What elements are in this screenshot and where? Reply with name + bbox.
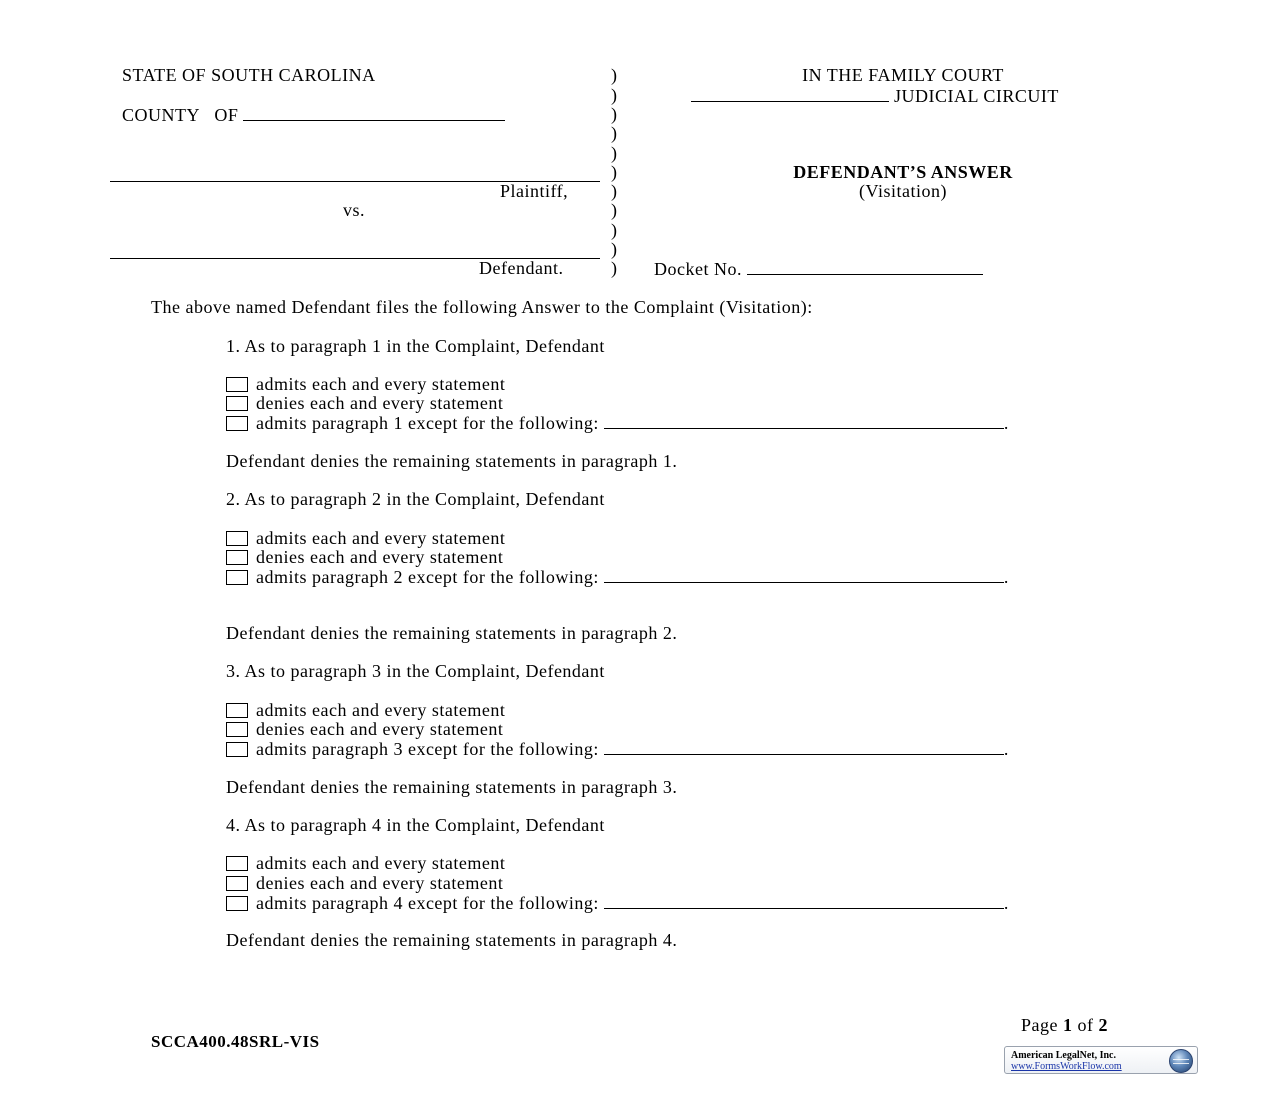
option-row xyxy=(226,374,505,394)
form-code: SCCA400.48SRL-VIS xyxy=(151,1032,320,1051)
judicial-circuit-label: JUDICIAL CIRCUIT xyxy=(894,86,1059,106)
page-number xyxy=(1021,1015,1108,1035)
county-field[interactable] xyxy=(243,104,505,121)
checkbox-deny-all[interactable] xyxy=(226,396,248,411)
checkbox-deny-all[interactable] xyxy=(226,550,248,565)
paragraph-heading: 3. As to paragraph 3 in the Complaint, Defendant xyxy=(226,661,605,681)
caption-paren: ) xyxy=(611,104,617,124)
exception-field[interactable] xyxy=(604,412,1004,429)
caption-paren: ) xyxy=(611,123,617,143)
county-label: COUNTY OF xyxy=(122,105,239,125)
state-name: STATE OF SOUTH CAROLINA xyxy=(122,65,376,85)
caption-paren: ) xyxy=(611,239,617,259)
option-label: admits paragraph 2 except for the following: xyxy=(256,567,599,587)
option-label: denies each and every statement xyxy=(256,719,504,739)
page-of: of xyxy=(1077,1015,1094,1035)
option-label: admits paragraph 4 except for the following: xyxy=(256,893,599,913)
docket-number-field[interactable] xyxy=(747,258,983,275)
caption-paren: ) xyxy=(611,65,617,85)
circuit-field[interactable] xyxy=(691,85,889,102)
document-title: DEFENDANT’S ANSWER xyxy=(793,162,1013,182)
court-name: IN THE FAMILY COURT xyxy=(802,65,1004,85)
logo-company-name: American LegalNet, Inc. xyxy=(1011,1050,1116,1061)
versus-label: vs. xyxy=(343,200,366,220)
checkbox-admit-except[interactable] xyxy=(226,896,248,911)
caption-paren: ) xyxy=(611,220,617,240)
option-row: admits paragraph 3 except for the following: . xyxy=(226,738,1009,759)
checkbox-admit-all[interactable] xyxy=(226,703,248,718)
option-row: admits paragraph 2 except for the following: . xyxy=(226,566,1009,587)
judicial-circuit-line xyxy=(691,85,1059,106)
option-label: denies each and every statement xyxy=(256,547,504,567)
option-row xyxy=(226,700,505,720)
caption-paren: ) xyxy=(611,85,617,105)
caption-paren: ) xyxy=(611,162,617,182)
option-label: admits each and every statement xyxy=(256,528,506,548)
option-label: admits paragraph 3 except for the following: xyxy=(256,739,599,759)
publisher-logo[interactable] xyxy=(1004,1046,1198,1074)
docket-label: Docket No. xyxy=(654,259,742,279)
exception-field[interactable] xyxy=(604,566,1004,583)
paragraph-heading: 4. As to paragraph 4 in the Complaint, Defendant xyxy=(226,815,605,835)
checkbox-admit-except[interactable] xyxy=(226,742,248,757)
checkbox-deny-all[interactable] xyxy=(226,876,248,891)
remaining-denial: Defendant denies the remaining statements in paragraph 2. xyxy=(226,623,678,643)
logo-website-link[interactable]: www.FormsWorkFlow.com xyxy=(1011,1061,1122,1072)
checkbox-admit-all[interactable] xyxy=(226,856,248,871)
option-row xyxy=(226,547,503,567)
option-label: admits each and every statement xyxy=(256,374,506,394)
globe-icon xyxy=(1169,1049,1193,1073)
checkbox-admit-all[interactable] xyxy=(226,531,248,546)
page-total: 2 xyxy=(1098,1015,1108,1035)
option-label: admits each and every statement xyxy=(256,853,506,873)
exception-field[interactable] xyxy=(604,892,1004,909)
document-subtitle: (Visitation) xyxy=(859,181,947,201)
caption-paren: ) xyxy=(611,200,617,220)
remaining-denial: Defendant denies the remaining statements in paragraph 3. xyxy=(226,777,678,797)
option-row xyxy=(226,719,503,739)
caption-paren: ) xyxy=(611,258,617,278)
option-label: denies each and every statement xyxy=(256,393,504,413)
remaining-denial: Defendant denies the remaining statements in paragraph 4. xyxy=(226,930,678,950)
checkbox-admit-all[interactable] xyxy=(226,377,248,392)
exception-field[interactable] xyxy=(604,738,1004,755)
paragraph-heading: 2. As to paragraph 2 in the Complaint, Defendant xyxy=(226,489,605,509)
option-row xyxy=(226,853,505,873)
remaining-denial: Defendant denies the remaining statements in paragraph 1. xyxy=(226,451,678,471)
defendant-label: Defendant. xyxy=(479,258,564,278)
option-row: admits paragraph 4 except for the following: . xyxy=(226,892,1009,913)
checkbox-admit-except[interactable] xyxy=(226,416,248,431)
checkbox-deny-all[interactable] xyxy=(226,722,248,737)
checkbox-admit-except[interactable] xyxy=(226,570,248,585)
page-prefix: Page xyxy=(1021,1015,1058,1035)
option-row xyxy=(226,393,503,413)
county-line xyxy=(122,104,505,125)
option-label: admits each and every statement xyxy=(256,700,506,720)
option-row: admits paragraph 1 except for the following: . xyxy=(226,412,1009,433)
plaintiff-label: Plaintiff, xyxy=(500,181,569,201)
caption-paren: ) xyxy=(611,143,617,163)
page-current: 1 xyxy=(1063,1015,1073,1035)
option-label: admits paragraph 1 except for the following: xyxy=(256,413,599,433)
option-row xyxy=(226,873,503,893)
option-row xyxy=(226,528,505,548)
intro-text: The above named Defendant files the following Answer to the Complaint (Visitation): xyxy=(151,297,813,317)
paragraph-heading: 1. As to paragraph 1 in the Complaint, Defendant xyxy=(226,336,605,356)
docket-line xyxy=(654,258,983,279)
caption-paren: ) xyxy=(611,181,617,201)
option-label: denies each and every statement xyxy=(256,873,504,893)
